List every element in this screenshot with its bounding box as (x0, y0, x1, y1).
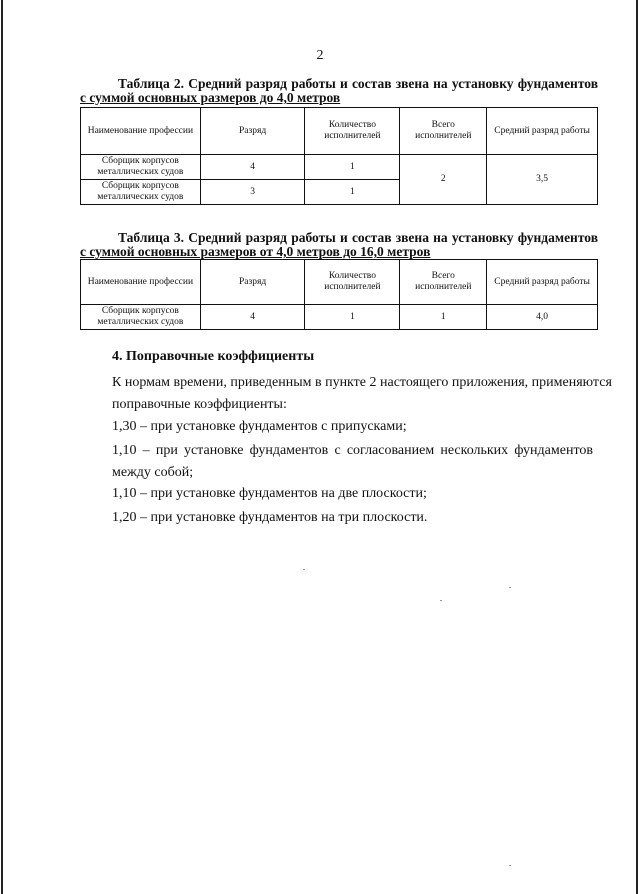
table3-header-cell: Количество исполнителей (305, 260, 400, 305)
table3-count-cell: 1 (305, 305, 400, 330)
table2-count-cell: 1 (305, 155, 400, 180)
section4-intro-line1: К нормам времени, приведенным в пункте 2 настоящего приложения, применяются (112, 375, 612, 390)
table3-profession-cell: Сборщик корпусов металлических судов (81, 305, 201, 330)
table2-rank-cell: 3 (200, 180, 305, 205)
table2-header-cell: Средний разряд работы (487, 108, 598, 155)
table2-caption (80, 77, 598, 105)
table3-caption-line1: Таблица 3. Средний разряд работы и состав звена на установку фундаментов (118, 230, 598, 245)
table3-caption-line2: с суммой основных размеров от 4,0 метров до 16,0 метров (80, 244, 431, 259)
coefficient-item-multiline (79, 440, 593, 484)
table3-header-cell: Средний разряд работы (487, 260, 598, 305)
coefficient-item: 1,20 – при установке фундаментов на три плоскости. (112, 510, 428, 525)
table2-header-cell: Разряд (200, 108, 305, 155)
page-number: 2 (316, 48, 324, 63)
table2-rank-cell: 4 (200, 155, 305, 180)
section4-heading: 4. Поправочные коэффициенты (112, 349, 315, 364)
table3-total-cell: 1 (400, 305, 487, 330)
scan-speck (303, 569, 305, 570)
table3-header-cell: Наименование профессии (81, 260, 201, 305)
table3-header-cell: Всего исполнителей (400, 260, 487, 305)
table2-header-cell: Наименование профессии (81, 108, 201, 155)
table2 (80, 107, 598, 205)
page-edge-right (636, 0, 638, 894)
table3-header-cell: Разряд (200, 260, 305, 305)
table2-avg-rank-cell: 3,5 (487, 155, 598, 205)
section4-intro-line2: поправочные коэффициенты: (112, 397, 287, 412)
table3-header-row (81, 260, 598, 305)
section4-intro (79, 372, 612, 416)
coefficient-item-line2: между собой; (112, 465, 194, 480)
coefficient-item: 1,10 – при установке фундаментов на две плоскости; (112, 486, 427, 501)
scan-speck (509, 865, 511, 866)
table2-header-cell: Всего исполнителей (400, 108, 487, 155)
table3 (80, 259, 598, 330)
table2-profession-cell: Сборщик корпусов металлических судов (81, 180, 201, 205)
table3-avg-rank-cell: 4,0 (487, 305, 598, 330)
table3-rank-cell: 4 (200, 305, 305, 330)
page-edge-left (1, 0, 3, 894)
table2-total-cell: 2 (400, 155, 487, 205)
table-row (81, 305, 598, 330)
table-row (81, 155, 598, 180)
coefficient-item-line1: 1,10 – при установке фундаментов с согласованием нескольких фундаментов (112, 443, 593, 458)
coefficient-item: 1,30 – при установке фундаментов с припусками; (112, 419, 407, 434)
table2-count-cell: 1 (305, 180, 400, 205)
table2-profession-cell: Сборщик корпусов металлических судов (81, 155, 201, 180)
table2-caption-line1: Таблица 2. Средний разряд работы и состав звена на установку фундаментов (118, 76, 598, 91)
table2-header-cell: Количество исполнителей (305, 108, 400, 155)
table2-caption-line2: с суммой основных размеров до 4,0 метров (80, 90, 341, 105)
scan-speck (509, 587, 511, 588)
table3-caption (80, 231, 598, 259)
table2-header-row (81, 108, 598, 155)
scan-speck (440, 600, 442, 601)
